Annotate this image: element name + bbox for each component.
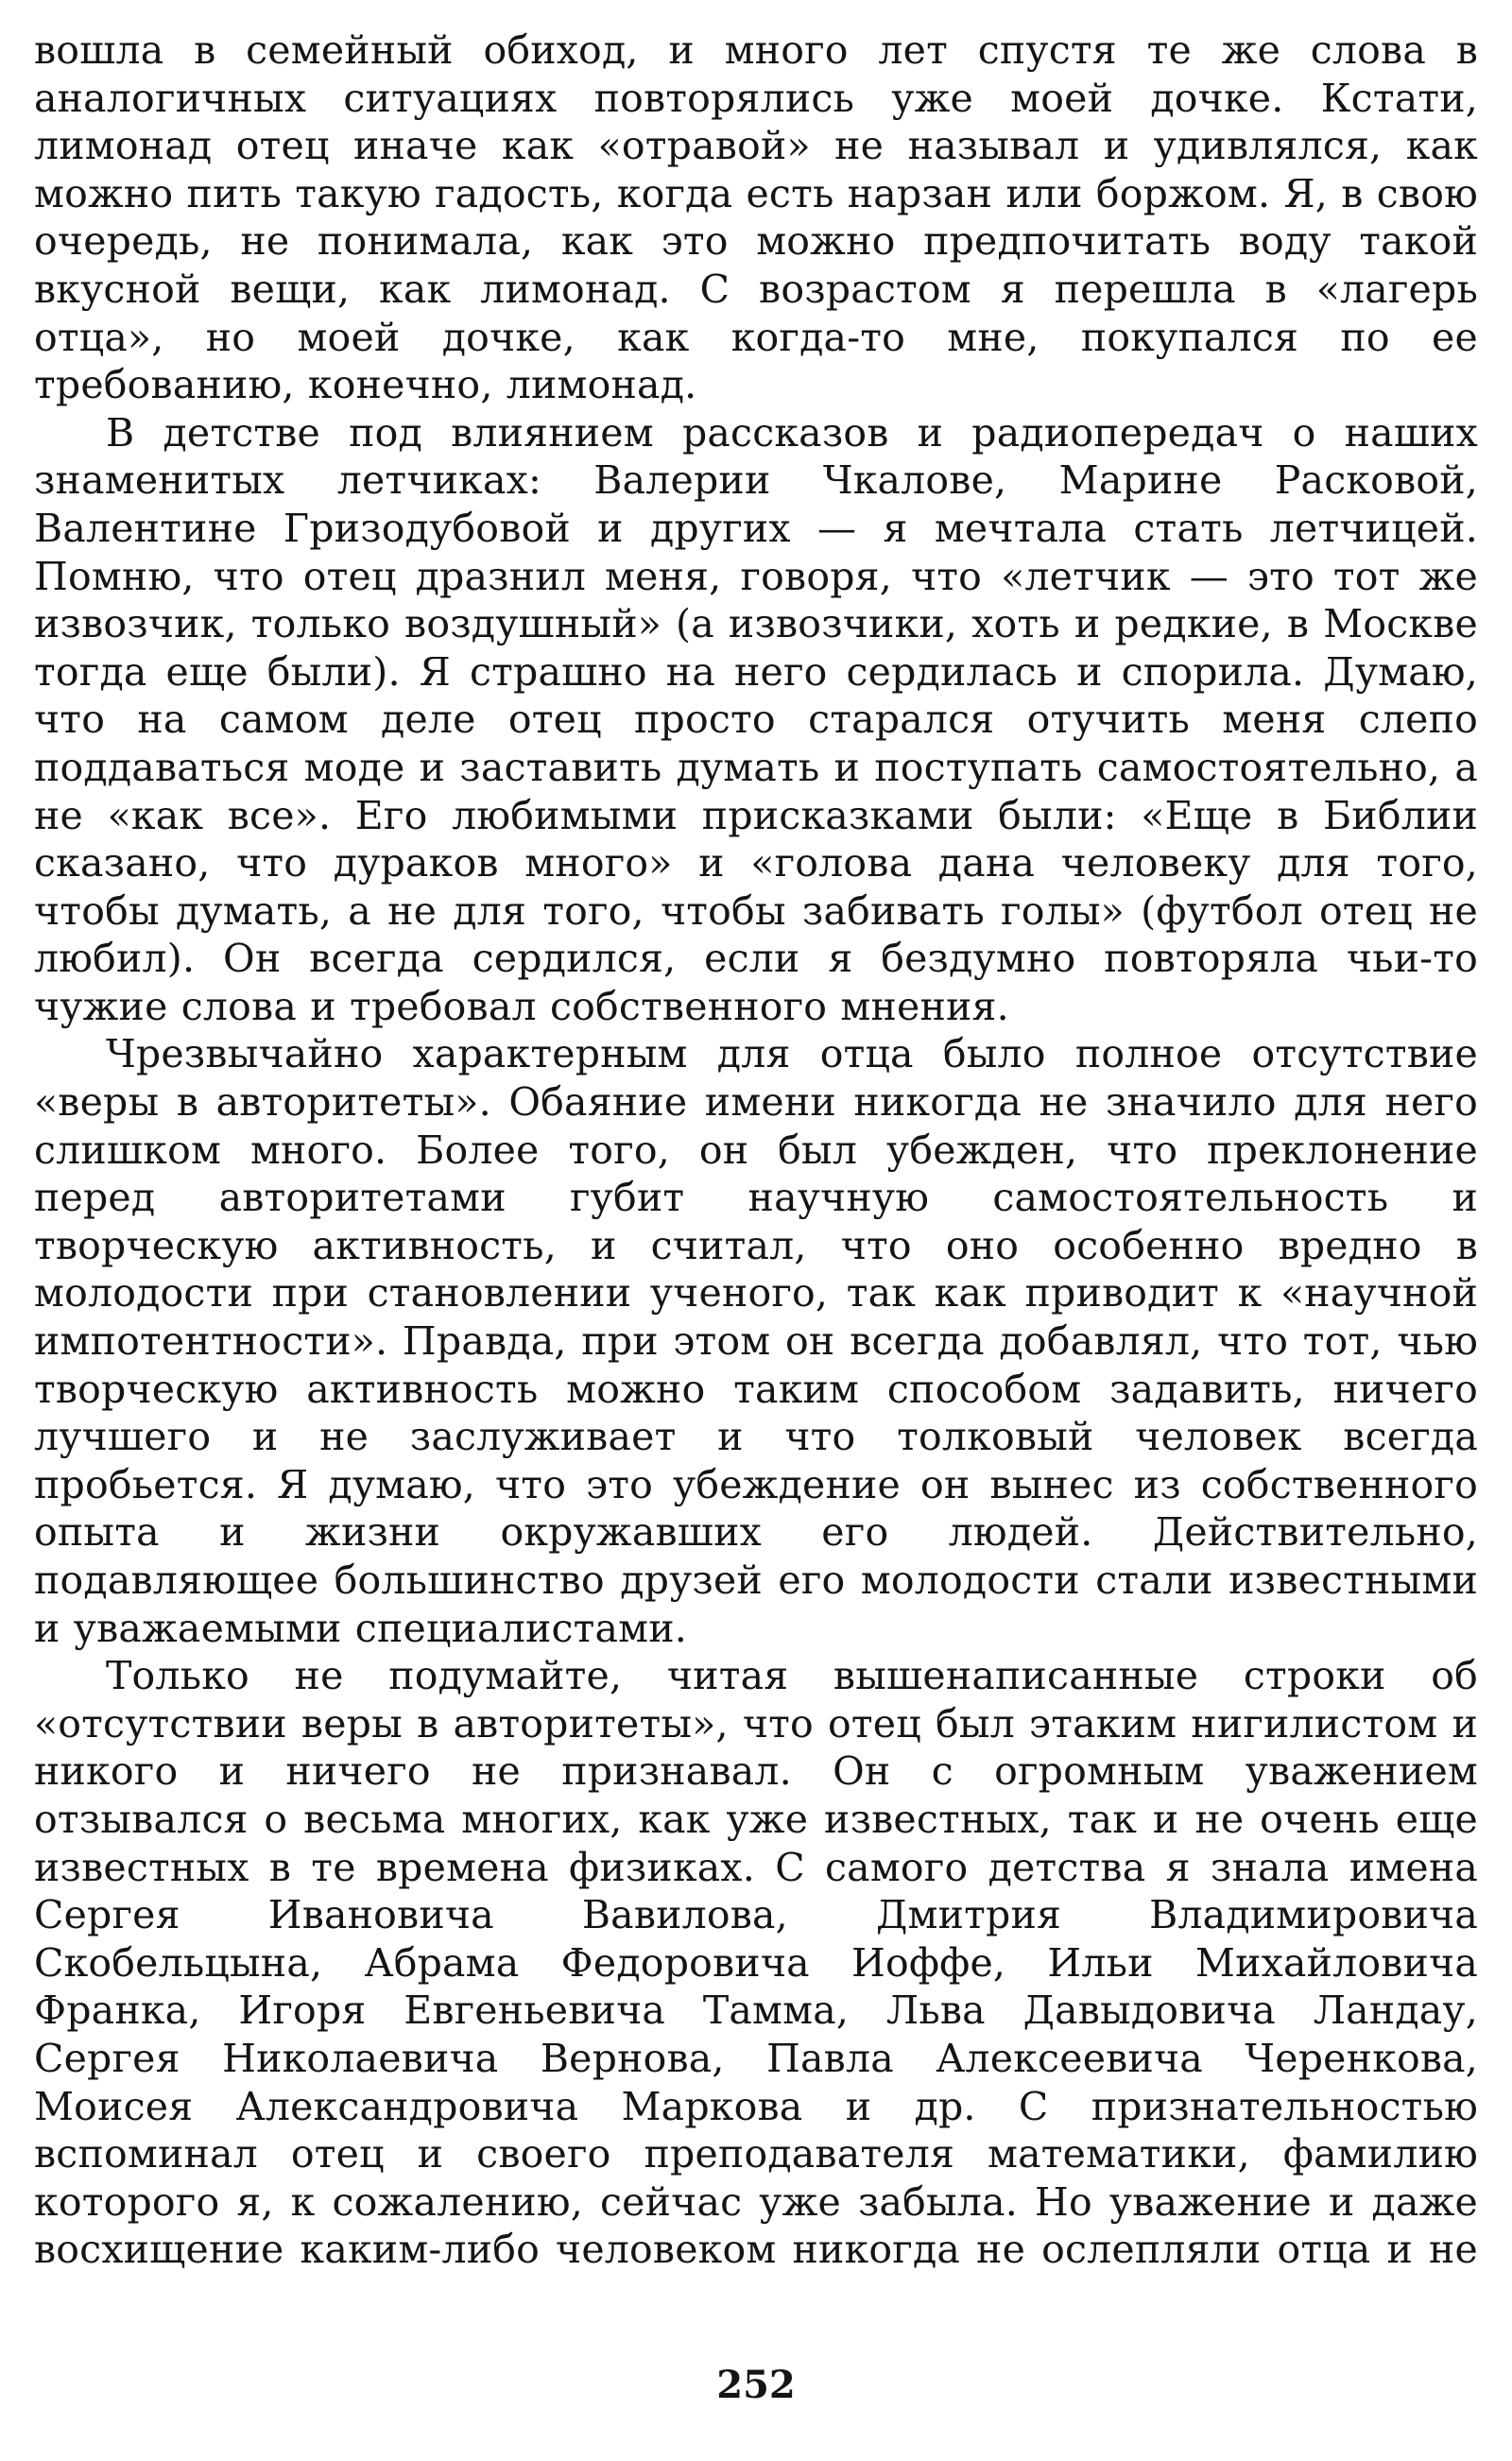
- book-page: [34, 26, 1478, 2418]
- page-number: 252: [716, 2363, 796, 2407]
- paragraph-4: Только не подумайте, читая вышенаписанные строки об «отсутствии веры в авторитеты», что отец был этаким нигилистом и никого и ничего не признавал. Он с огромным уважением отзывался о весьма многих, как уже известных, так и не очень еще известных в те времена физиках. С самого детства я знала имена Сергея Ивановича Вавилова, Дмитрия Владимировича Скобельцына, Абрама Федоровича Иоффе, Ильи Михайловича Франка, Игоря Евгеньевича Тамма, Льва Давыдовича Ландау, Сергея Николаевича Вернова, Павла Алексеевича Черенкова, Моисея Александровича Маркова и др. С признательностью вспоминал отец и своего преподавателя математики, фамилию которого я, к сожалению, сейчас уже забыла. Но уважение и даже восхищение каким-либо человеком никогда не ослепляли отца и не: [34, 1653, 1478, 2273]
- paragraph-1: вошла в семейный обиход, и много лет спустя те же слова в аналогичных ситуациях повторялись уже моей дочке. Кстати, лимонад отец иначе как «отравой» не называл и удивлялся, как можно пить такую гадость, когда есть нарзан или боржом. Я, в свою очередь, не понимала, как это можно предпочитать воду такой вкусной вещи, как лимонад. С возрастом я перешла в «лагерь отца», но моей дочке, как когда-то мне, покупался по ее требованию, конечно, лимонад.: [34, 27, 1478, 408]
- paragraph-3: Чрезвычайно характерным для отца было полное отсутствие «веры в авторитеты». Обаяние имени никогда не значило для него слишком много. Более того, он был убежден, что преклонение перед авторитетами губит научную самостоятельность и творческую активность, и считал, что оно особенно вредно в молодости при становлении ученого, так как приводит к «научной импотентности». Правда, при этом он всегда добавлял, что тот, чью творческую активность можно таким способом задавить, ничего лучшего и не заслуживает и что толковый человек всегда пробьется. Я думаю, что это убеждение он вынес из собственного опыта и жизни окружавших его людей. Действительно, подавляющее большинство друзей его молодости стали известными и уважаемыми специалистами.: [34, 1031, 1478, 1651]
- paragraph-2: В детстве под влиянием рассказов и радиопередач о наших знаменитых летчиках: Валерии Чкалове, Марине Расковой, Валентине Гризодубовой и других — я мечтала стать летчицей. Помню, что отец дразнил меня, говоря, что «летчик — это тот же извозчик, только воздушный» (а извозчики, хоть и редкие, в Москве тогда еще были). Я страшно на него сердилась и спорила. Думаю, что на самом деле отец просто старался отучить меня слепо поддаваться моде и заставить думать и поступать самостоятельно, а не «как все». Его любимыми присказками были: «Еще в Библии сказано, что дураков много» и «голова дана человеку для того, чтобы думать, а не для того, чтобы забивать голы» (футбол отец не любил). Он всегда сердился, если я бездумно повторяла чьи-то чужие слова и требовал собственного мнения.: [34, 409, 1478, 1029]
